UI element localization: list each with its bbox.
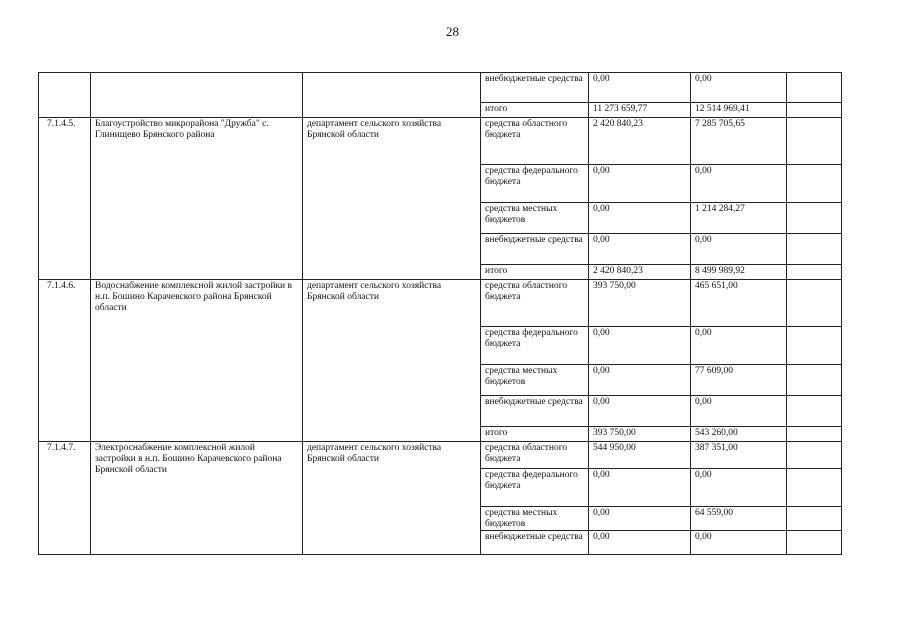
- funding-source-cell: итого: [481, 103, 589, 118]
- amount-cell-2: 543 260,00: [691, 427, 787, 442]
- funding-source-cell: средства областного бюджета: [481, 442, 589, 469]
- funding-source-cell: итого: [481, 265, 589, 280]
- funding-source-cell: средства федерального бюджета: [481, 165, 589, 203]
- amount-cell-3: [787, 442, 842, 469]
- amount-cell-1: 393 750,00: [589, 280, 691, 327]
- table-row: [39, 442, 842, 469]
- amount-cell-3: [787, 531, 842, 555]
- executor-cell: департамент сельского хозяйства Брянской области: [303, 442, 481, 555]
- amount-cell-3: [787, 73, 842, 103]
- amount-cell-2: 0,00: [691, 234, 787, 265]
- amount-cell-3: [787, 327, 842, 365]
- table-row: [39, 280, 842, 327]
- amount-cell-2: 12 514 969,41: [691, 103, 787, 118]
- amount-cell-1: 0,00: [589, 507, 691, 531]
- amount-cell-1: 11 273 659,77: [589, 103, 691, 118]
- budget-table: [38, 72, 842, 555]
- amount-cell-3: [787, 427, 842, 442]
- amount-cell-3: [787, 265, 842, 280]
- funding-source-cell: итого: [481, 427, 589, 442]
- executor-cell: [303, 73, 481, 118]
- amount-cell-3: [787, 234, 842, 265]
- amount-cell-2: 8 499 989,92: [691, 265, 787, 280]
- amount-cell-1: 0,00: [589, 73, 691, 103]
- amount-cell-2: 7 285 705,65: [691, 118, 787, 165]
- amount-cell-1: 0,00: [589, 203, 691, 234]
- funding-source-cell: внебюджетные средства: [481, 73, 589, 103]
- amount-cell-1: 544 950,00: [589, 442, 691, 469]
- amount-cell-3: [787, 365, 842, 396]
- item-name-cell: Электроснабжение комплексной жилой застройки в н.п. Бошино Карачевского района Брянской области: [91, 442, 303, 555]
- amount-cell-2: 0,00: [691, 396, 787, 427]
- item-name-cell: Благоустройство микрорайона "Дружба" с. Глинищево Брянского района: [91, 118, 303, 280]
- item-number-cell: 7.1.4.6.: [39, 280, 91, 442]
- funding-source-cell: внебюджетные средства: [481, 531, 589, 555]
- funding-source-cell: средства местных бюджетов: [481, 507, 589, 531]
- funding-source-cell: средства областного бюджета: [481, 118, 589, 165]
- funding-source-cell: средства местных бюджетов: [481, 203, 589, 234]
- amount-cell-1: 2 420 840,23: [589, 118, 691, 165]
- amount-cell-3: [787, 396, 842, 427]
- amount-cell-1: 0,00: [589, 234, 691, 265]
- amount-cell-2: 77 609,00: [691, 365, 787, 396]
- executor-cell: департамент сельского хозяйства Брянской области: [303, 280, 481, 442]
- item-name-cell: [91, 73, 303, 118]
- amount-cell-2: 1 214 284,27: [691, 203, 787, 234]
- amount-cell-1: 0,00: [589, 396, 691, 427]
- executor-cell: департамент сельского хозяйства Брянской области: [303, 118, 481, 280]
- amount-cell-1: 0,00: [589, 165, 691, 203]
- funding-source-cell: средства федерального бюджета: [481, 327, 589, 365]
- item-name-cell: Водоснабжение комплексной жилой застройки в н.п. Бошино Карачевского района Брянской области: [91, 280, 303, 442]
- amount-cell-2: 0,00: [691, 469, 787, 507]
- amount-cell-3: [787, 280, 842, 327]
- amount-cell-3: [787, 165, 842, 203]
- amount-cell-2: 0,00: [691, 531, 787, 555]
- amount-cell-2: 0,00: [691, 327, 787, 365]
- amount-cell-2: 64 559,00: [691, 507, 787, 531]
- amount-cell-2: 465 651,00: [691, 280, 787, 327]
- amount-cell-2: 0,00: [691, 73, 787, 103]
- amount-cell-1: 0,00: [589, 469, 691, 507]
- amount-cell-2: 387 351,00: [691, 442, 787, 469]
- amount-cell-3: [787, 507, 842, 531]
- item-number-cell: [39, 73, 91, 118]
- amount-cell-1: 0,00: [589, 365, 691, 396]
- amount-cell-3: [787, 469, 842, 507]
- table-row: [39, 73, 842, 103]
- amount-cell-2: 0,00: [691, 165, 787, 203]
- page-number: 28: [446, 24, 459, 39]
- amount-cell-3: [787, 118, 842, 165]
- amount-cell-3: [787, 103, 842, 118]
- funding-source-cell: внебюджетные средства: [481, 396, 589, 427]
- amount-cell-1: 0,00: [589, 531, 691, 555]
- amount-cell-3: [787, 203, 842, 234]
- funding-source-cell: средства областного бюджета: [481, 280, 589, 327]
- funding-source-cell: внебюджетные средства: [481, 234, 589, 265]
- item-number-cell: 7.1.4.5.: [39, 118, 91, 280]
- amount-cell-1: 2 420 840,23: [589, 265, 691, 280]
- table-row: [39, 118, 842, 165]
- amount-cell-1: 393 750,00: [589, 427, 691, 442]
- funding-source-cell: средства местных бюджетов: [481, 365, 589, 396]
- item-number-cell: 7.1.4.7.: [39, 442, 91, 555]
- amount-cell-1: 0,00: [589, 327, 691, 365]
- funding-source-cell: средства федерального бюджета: [481, 469, 589, 507]
